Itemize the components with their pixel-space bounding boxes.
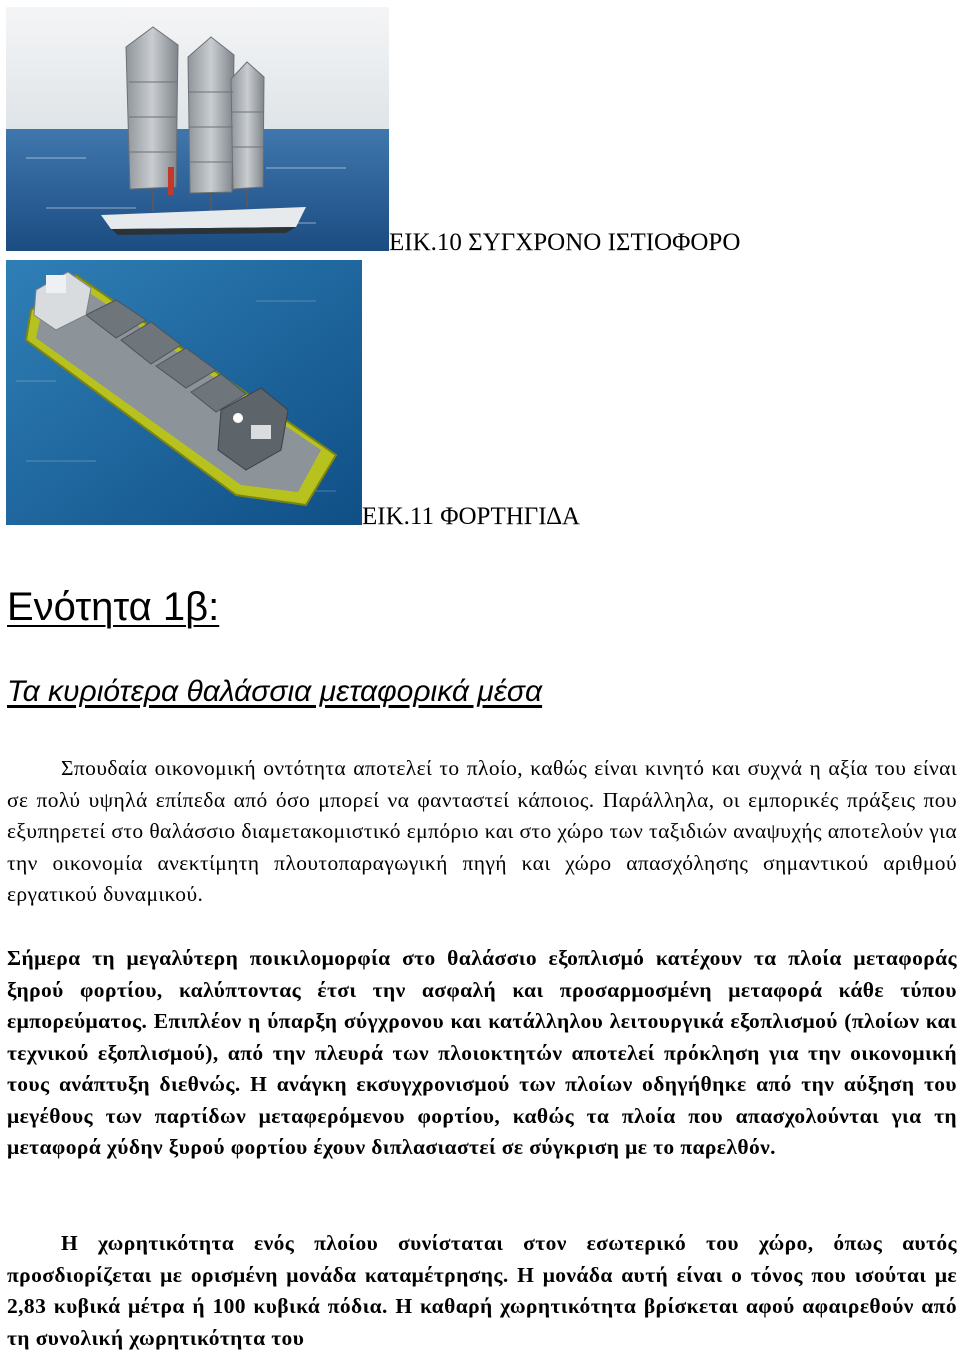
figure-10-caption: ΕΙΚ.10 ΣΥΓΧΡΟΝΟ ΙΣΤΙΟΦΟΡΟ <box>389 229 741 256</box>
paragraph: Σήμερα τη μεγαλύτερη ποικιλομορφία στο θαλάσσιο εξοπλισμό κατέχουν τα πλοία μεταφοράς ξηρού φορτίου, καλύπτοντας έτσι την ασφαλή και προσαρμοσμένη μεταφορά κάθε τύπου εμπορεύματος. Επιπλέον η ύπαρξη σύγχρονου και κατάλληλου λειτουργικά εξοπλισμού (πλοίων και τεχνικού εξοπλισμού), από την πλευρά των πλοιοκτητών αποτελεί πρόκληση για την οικονομική τους ανάπτυξη διεθνώς. Η ανάγκη εκσυγχρονισμού των πλοίων οδηγήθηκε από την αύξηση του μεγέθους των παρτίδων μεταφερόμενου φορτίου, καθώς τα πλοία που απασχολούνται για τη μεταφορά χύδην ξυρού φορτίου έχουν διπλασιαστεί σε σύγκριση με το παρελθόν. <box>7 946 957 1159</box>
figure-11-caption: ΕΙΚ.11 ΦΟΡΤΗΓΙ∆Α <box>362 503 580 530</box>
paragraph: Σπουδαία οικονομική οντότητα αποτελεί το πλοίο, καθώς είναι κινητό και συχνά η αξία του είναι σε πολύ υψηλά επίπεδα από όσο μπορεί να φανταστεί κάποιος. Παράλληλα, οι εμπορικές πράξεις που εξυπηρετεί στο θαλάσσιο διαμετακομιστικό εμπόριο και στο χώρο των ταξιδιών αναψυχής αποτελούν για την οικονομία ανεκτίμητη πλουτοπαραγωγική πηγή και χώρο απασχόλησης σημαντικού αριθμού εργατικού δυναμικού. <box>7 756 957 906</box>
paragraph: Η χωρητικότητα ενός πλοίου συνίσταται στον εσωτερικό του χώρο, όπως αυτός προσδιορίζεται με ορισμένη μονάδα καταμέτρησης. Η μονάδα αυτή είναι ο τόνος που ισούται με 2,83 κυβικά μέτρα ή 100 κυβικά πόδια. Η καθαρή χωρητικότητα βρίσκεται αφού αφαιρεθούν από τη συνολική χωρητικότητα του <box>7 1231 957 1350</box>
cargo-ship-image <box>6 260 362 525</box>
section-title: Ενότητα 1β: <box>7 585 220 629</box>
section-subtitle: Τα κυριότερα θαλάσσια μεταφορικά μέσα <box>7 675 543 708</box>
sailing-ship-image <box>6 7 389 251</box>
